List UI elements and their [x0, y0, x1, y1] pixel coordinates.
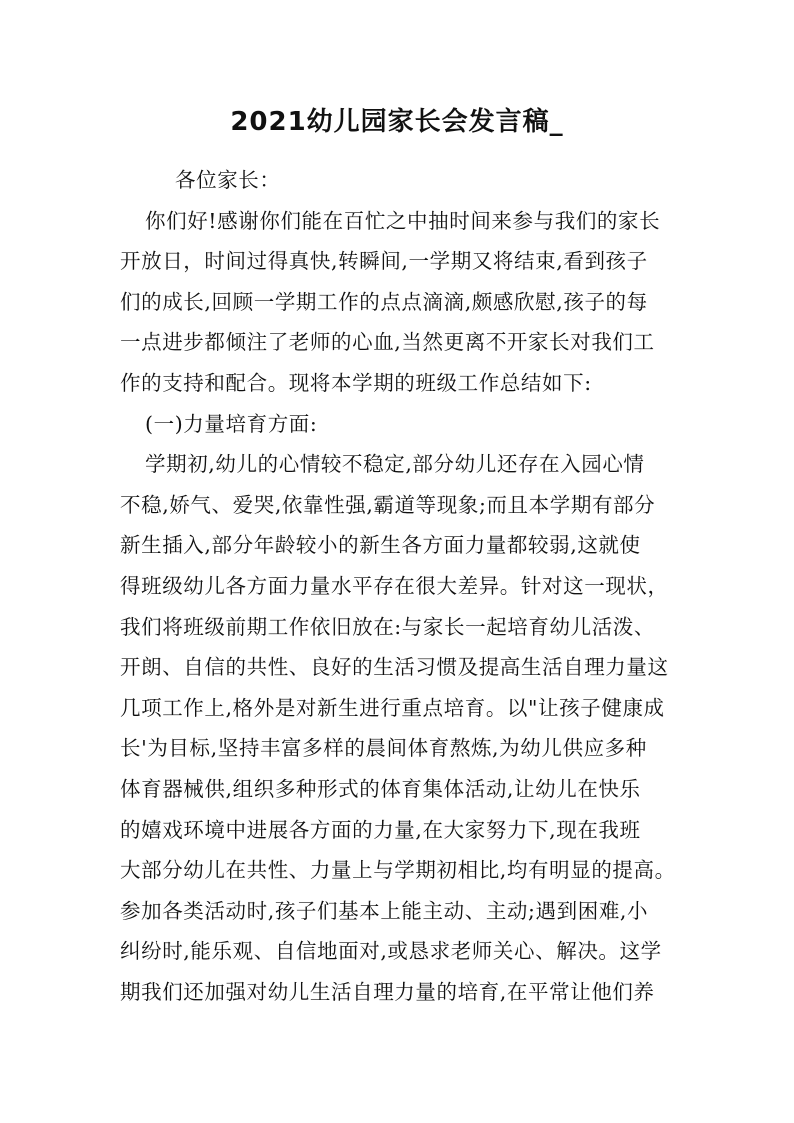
paragraph-line: 我们将班级前期工作依旧放在:与家长一起培育幼儿活泼、 — [120, 614, 656, 639]
paragraph-line: 你们好!感谢你们能在百忙之中抽时间来参与我们的家长 — [145, 208, 661, 233]
paragraph-line: 一点进步都倾注了老师的心血,当然更离不开家长对我们工 — [120, 330, 655, 355]
paragraph-line: 长'为目标,坚持丰富多样的晨间体育熬炼,为幼儿供应多种 — [120, 736, 647, 761]
section-heading: (一)力量培育方面: — [145, 411, 318, 436]
paragraph-line: 大部分幼儿在共性、力量上与学期初相比,均有明显的提高。 — [120, 858, 676, 883]
paragraph-line: 们的成长,回顾一学期工作的点点滴滴,颇感欣慰,孩子的每 — [120, 289, 648, 314]
salutation-line: 各位家长： — [175, 168, 281, 192]
paragraph-line: 几项工作上,格外是对新生进行重点培育。以"让孩子健康成 — [120, 695, 665, 720]
paragraph-line: 期我们还加强对幼儿生活自理力量的培育,在平常让他们养 — [120, 979, 655, 1004]
paragraph-line: 参加各类活动时,孩子们基本上能主动、主动;遇到困难,小 — [120, 898, 649, 923]
document-body — [120, 160, 680, 1012]
paragraph-line: 开朗、自信的共性、良好的生活习惯及提高生活自理力量这 — [120, 655, 669, 680]
paragraph-line: 不稳,娇气、爱哭,依靠性强,霸道等现象;而且本学期有部分 — [120, 492, 656, 517]
paragraph-line: 开放日，时间过得真快,转瞬间,一学期又将结束,看到孩子 — [120, 249, 648, 274]
paragraph-line: 纠纷时,能乐观、自信地面对,或恳求老师关心、解决。这学 — [120, 939, 662, 964]
paragraph-line: 体育器械供,组织多种形式的体育集体活动,让幼儿在快乐 — [120, 776, 641, 801]
paragraph-line: 的嬉戏环境中进展各方面的力量,在大家努力下,现在我班 — [120, 817, 641, 842]
paragraph-line: 得班级幼儿各方面力量水平存在很大差异。针对这一现状， — [120, 573, 669, 598]
paragraph-line: 作的支持和配合。现将本学期的班级工作总结如下: — [120, 370, 592, 395]
paragraph-line: 新生插入,部分年龄较小的新生各方面力量都较弱,这就使 — [120, 533, 641, 558]
paragraph-line: 学期初,幼儿的心情较不稳定,部分幼儿还存在入园心情 — [145, 452, 645, 477]
document-title: 2021幼儿园家长会发言稿_ — [230, 107, 564, 137]
